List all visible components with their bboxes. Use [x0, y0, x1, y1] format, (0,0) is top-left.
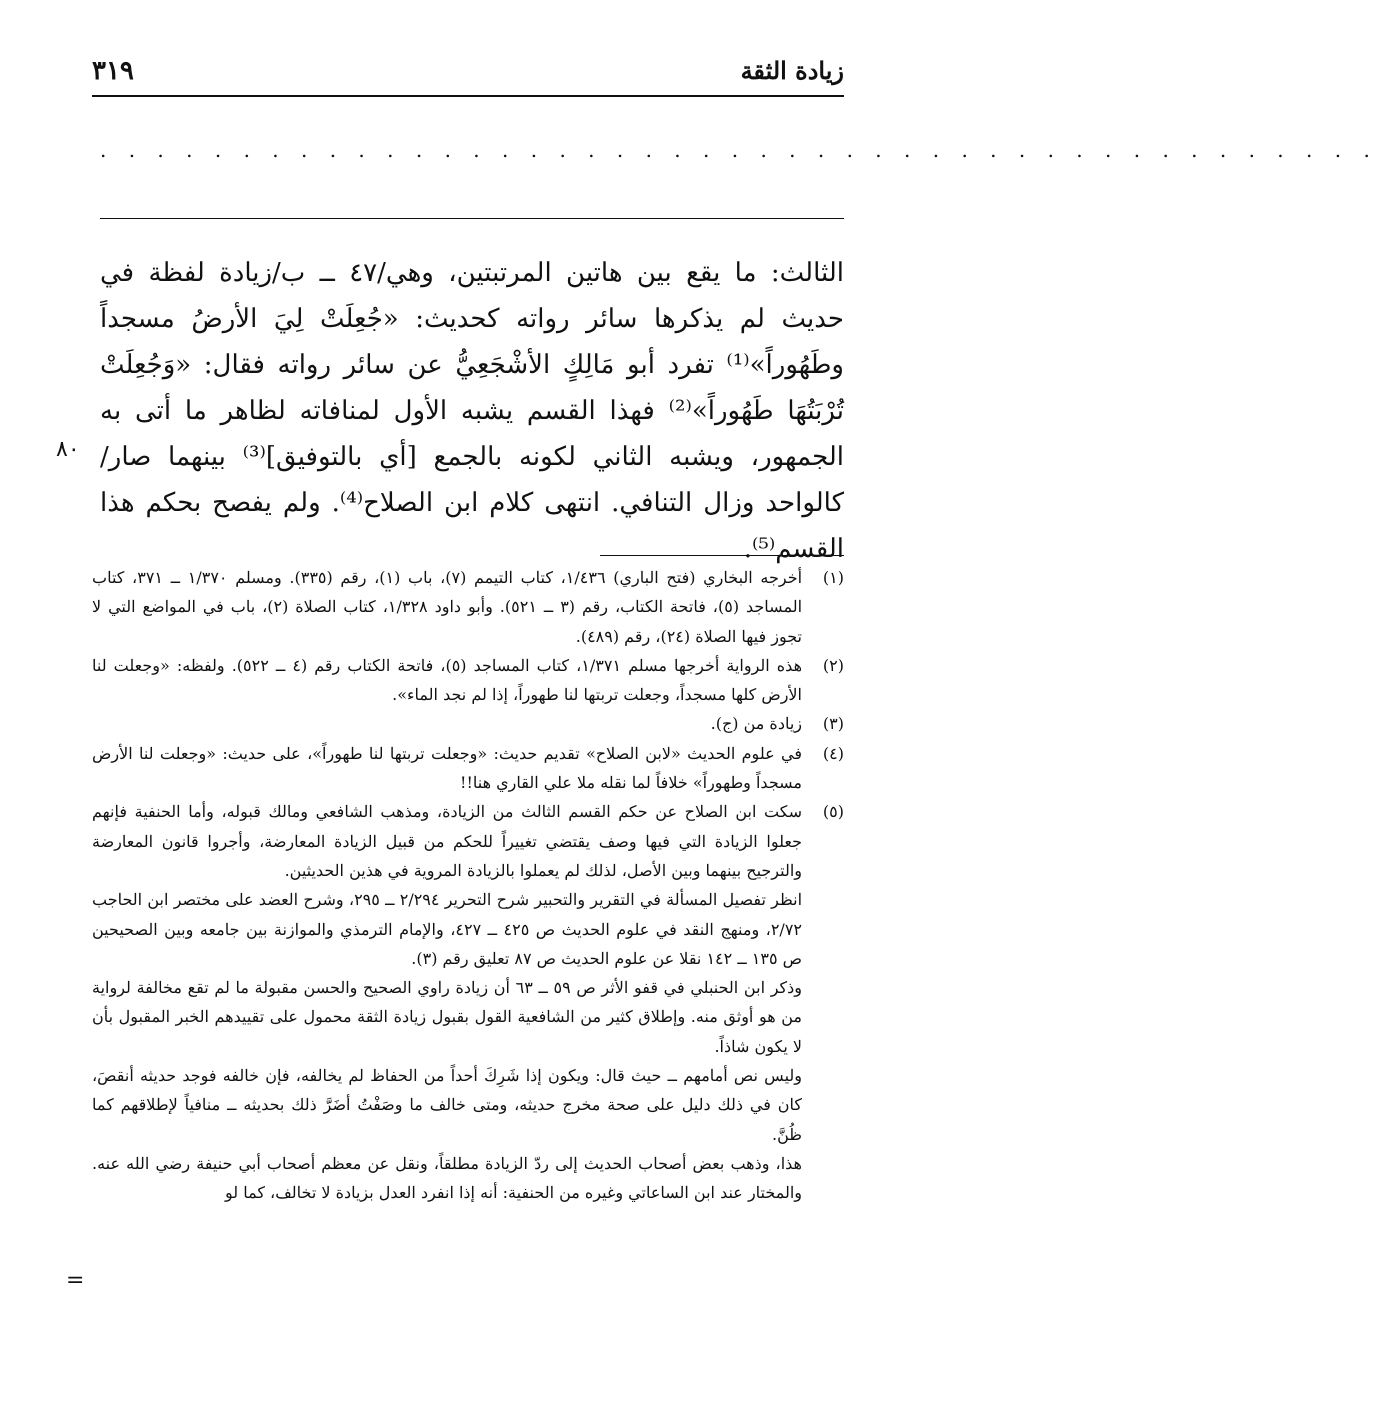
- footnote-paragraph: هذه الرواية أخرجها مسلم ١/٣٧١، كتاب المساجد (٥)، فاتحة الكتاب رقم (٤ ــ ٥٢٢). ولفظه: «وجعلت لنا الأرض كلها مسجداً، وجعلت تربتها لنا طهوراً، إذا لم نجد الماء».: [92, 655, 802, 705]
- footnote-text: [92, 709, 802, 738]
- page-number: ٣١٩: [92, 56, 134, 86]
- footnote-number: (٤): [822, 743, 844, 763]
- omission-dots: . . . . . . . . . . . . . . . . . . . . . . . . . . . . . . . . . . . . . . . . . . . . .: [100, 138, 1378, 162]
- section-rule: [100, 218, 844, 219]
- footnote-paragraph: زيادة من (ج).: [710, 714, 802, 734]
- footnote-paragraph: أخرجه البخاري (فتح الباري) ١/٤٣٦، كتاب التيمم (٧)، باب (١)، رقم (٣٣٥). ومسلم ١/٣٧٠ ــ ٣٧١، كتاب المساجد (٥)، فاتحة الكتاب، رقم (٣ ــ ٥٢١). وأبو داود ١/٣٢٨، كتاب الصلاة (٢)، باب في المواضع التي لا تجوز فيها الصلاة (٢٤)، رقم (٤٨٩).: [92, 568, 803, 646]
- margin-line-number: ٨٠: [56, 437, 80, 462]
- footnote-number: (١): [822, 568, 844, 587]
- footnote: [92, 797, 844, 1207]
- header-rule: [92, 95, 844, 97]
- footnote: [92, 709, 844, 738]
- main-paragraph: الثالث: ما يقع بين هاتين المرتبتين، وهي/٤٧ ــ ب/زيادة لفظة في حديث لم يذكرها سائر رواته كحديث: «جُعِلَتْ لِيَ الأرضُ مسجداً وطَهُوراً»⁽¹⁾ تفرد أبو مَالِكٍ الأشْجَعِيُّ عن سائر رواته فقال: «وَجُعِلَتْ تُرْبَتُهَا طَهُوراً»⁽²⁾ فهذا القسم يشبه الأول لمنافاته لظاهر ما أتى به الجمهور، ويشبه الثاني لكونه بالجمع [أي بالتوفيق]⁽³⁾ بينهما صار/ كالواحد وزال التنافي. انتهى كلام ابن الصلاح⁽⁴⁾. ولم يفصح بحكم هذا القسم⁽⁵⁾.: [100, 258, 844, 564]
- footnote-number: (٥): [822, 802, 844, 822]
- footnote-paragraph: هذا، وذهب بعض أصحاب الحديث إلى ردّ الزيادة مطلقاً، ونقل عن معظم أصحاب أبي حنيفة رضي الله عنه. والمختار عند ابن الساعاتي وغيره من الحنفية: أنه إذا انفرد العدل بزيادة لا تخالف، كما لو: [92, 1153, 802, 1203]
- continuation-mark: =: [66, 1268, 85, 1293]
- footnote-paragraph: انظر تفصيل المسألة في التقرير والتحبير شرح التحرير ٢/٢٩٤ ــ ٢٩٥، وشرح العضد على مختصر ابن الحاجب ٢/٧٢، ومنهج النقد في علوم الحديث ص ٤٢٥ ــ ٤٢٧، والإمام الترمذي والموازنة بين جامعه وبين الصحيحين ص ١٣٥ ــ ١٤٢ نقلا عن علوم الحديث ص ٨٧ تعليق رقم (٣).: [92, 890, 803, 968]
- footnote: [92, 563, 844, 651]
- footnote-text: [92, 739, 802, 798]
- footnote-number: (٢): [822, 655, 844, 675]
- footnotes: [92, 563, 844, 1208]
- footnote-paragraph: وذكر ابن الحنبلي في قفو الأثر ص ٥٩ ــ ٦٣ أن زيادة راوي الصحيح والحسن مقبولة ما لم تقع مخالفة لرواية من هو أوثق منه. وإطلاق كثير من الشافعية القول بقبول زيادة الثقة محمول على تقييدهم الخبر المقبول بأن لا يكون شاذاً.: [92, 978, 803, 1056]
- footnote-paragraph: وليس نص أمامهم ــ حيث قال: ويكون إذا شَرِكَ أحداً من الحفاظ لم يخالفه، فإن خالفه فوجد حديثه أنقصَ، كان في ذلك دليل على صحة مخرج حديثه، ومتى خالف ما وصَفْتُ أضَرَّ ذلك بحديثه ــ منافياً لإطلاقهم كما ظُنَّ.: [92, 1066, 803, 1144]
- page-header: [92, 52, 844, 92]
- footnote-paragraph: سكت ابن الصلاح عن حكم القسم الثالث من الزيادة، ومذهب الشافعي ومالك قبوله، وأما الحنفية فإنهم جعلوا الزيادة التي فيها وصف يقتضي تغييراً للحكم من قبيل الزيادة المعارضة، وأجروا قانون المعارضة والترجيح بينهما وبين الأصل، لذلك لم يعملوا بالزيادة المروية في هذين الحديثين.: [92, 802, 802, 880]
- footnote-paragraph: في علوم الحديث «لابن الصلاح» تقديم حديث: «وجعلت تربتها لنا طهوراً»، على حديث: «وجعلت لنا الأرض مسجداً وطهوراً» خلافاً لما نقله ملا علي القاري هنا!!: [92, 743, 802, 793]
- footnote-text: [92, 563, 802, 651]
- running-title: زيادة الثقة: [740, 56, 844, 85]
- footnote-text: [92, 651, 802, 710]
- footnote-text: [92, 797, 802, 1207]
- footnote: [92, 739, 844, 798]
- main-text: [100, 250, 844, 572]
- footnote: [92, 651, 844, 710]
- footnote-separator: [600, 555, 844, 556]
- footnote-number: (٣): [822, 714, 844, 734]
